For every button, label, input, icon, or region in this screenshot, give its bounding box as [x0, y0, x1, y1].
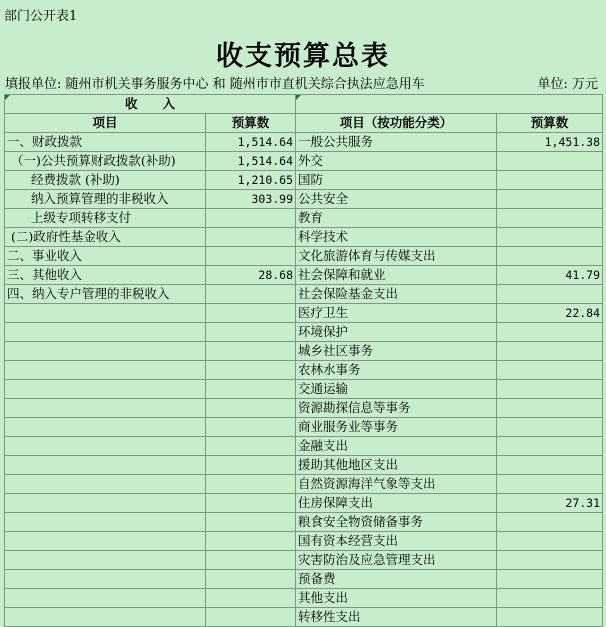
table-row	[5, 494, 603, 513]
income-item-cell	[5, 551, 206, 570]
expense-item-cell: 一般公共服务	[296, 133, 497, 152]
table-row	[5, 608, 603, 627]
income-item-cell	[5, 475, 206, 494]
expense-budget-cell	[497, 285, 603, 304]
table-row	[5, 418, 603, 437]
income-budget-cell	[206, 323, 296, 342]
table-row	[5, 190, 603, 209]
income-item-cell	[5, 399, 206, 418]
expense-item-cell: 外交	[296, 152, 497, 171]
expense-budget-cell	[497, 456, 603, 475]
reporting-unit: 填报单位: 随州市机关事务服务中心 和 随州市市直机关综合执法应急用车	[5, 77, 425, 92]
expense-budget-cell	[497, 342, 603, 361]
income-budget-cell	[206, 418, 296, 437]
income-item-cell	[5, 380, 206, 399]
income-item-cell	[5, 589, 206, 608]
table-row	[5, 228, 603, 247]
expense-item-cell: 国有资本经营支出	[296, 532, 497, 551]
expense-budget-cell	[497, 228, 603, 247]
income-budget-cell: 303.99	[206, 190, 296, 209]
expense-budget-cell	[497, 418, 603, 437]
income-budget-cell	[206, 228, 296, 247]
income-item-cell	[5, 418, 206, 437]
expense-item-cell: 社会保障和就业	[296, 266, 497, 285]
expense-budget-cell: 27.31	[497, 494, 603, 513]
income-budget-cell	[206, 456, 296, 475]
income-item-cell: 四、纳入专户管理的非税收入	[5, 285, 206, 304]
table-row	[5, 456, 603, 475]
income-budget-cell	[206, 494, 296, 513]
income-item-cell	[5, 456, 206, 475]
income-item-cell	[5, 361, 206, 380]
income-item-cell	[5, 323, 206, 342]
expense-budget-cell: 41.79	[497, 266, 603, 285]
table-row	[5, 570, 603, 589]
income-budget-cell	[206, 361, 296, 380]
table-row	[5, 285, 603, 304]
income-item-cell: (二)政府性基金收入	[5, 228, 206, 247]
income-budget-cell	[206, 209, 296, 228]
income-item-cell	[5, 304, 206, 323]
table-label: 部门公开表1	[4, 9, 78, 24]
expense-item-cell: 环境保护	[296, 323, 497, 342]
income-item-cell: 纳入预算管理的非税收入	[5, 190, 206, 209]
expense-budget-cell: 22.84	[497, 304, 603, 323]
expense-item-cell: 教育	[296, 209, 497, 228]
expense-item-cell: 援助其他地区支出	[296, 456, 497, 475]
income-item-cell: （一)公共预算财政拨款(补助)	[5, 152, 206, 171]
expense-budget-cell	[497, 190, 603, 209]
expense-budget-cell	[497, 380, 603, 399]
expense-budget-cell: 1,451.38	[497, 133, 603, 152]
expense-item-cell: 金融支出	[296, 437, 497, 456]
expense-budget-cell	[497, 323, 603, 342]
expense-budget-cell	[497, 152, 603, 171]
expense-item-cell: 预备费	[296, 570, 497, 589]
expense-item-cell: 粮食安全物资储备事务	[296, 513, 497, 532]
income-budget-cell	[206, 608, 296, 627]
income-item-cell: 经费拨款 (补助)	[5, 171, 206, 190]
currency-unit: 单位: 万元	[537, 77, 598, 92]
table-row	[5, 133, 603, 152]
table-row	[5, 171, 603, 190]
expense-item-cell: 城乡社区事务	[296, 342, 497, 361]
expense-budget-cell	[497, 247, 603, 266]
income-item-cell: 二、事业收入	[5, 247, 206, 266]
income-item-cell	[5, 513, 206, 532]
expense-budget-cell	[497, 475, 603, 494]
income-item-cell: 上级专项转移支付	[5, 209, 206, 228]
income-budget-cell	[206, 342, 296, 361]
group-header-row	[5, 95, 603, 114]
table-row	[5, 437, 603, 456]
income-budget-cell	[206, 532, 296, 551]
expense-budget-cell	[497, 209, 603, 228]
expense-budget-cell	[497, 399, 603, 418]
expense-budget-cell	[497, 589, 603, 608]
income-budget-cell: 1,210.65	[206, 171, 296, 190]
expense-item-cell: 文化旅游体育与传媒支出	[296, 247, 497, 266]
income-budget-cell	[206, 589, 296, 608]
income-budget-cell	[206, 399, 296, 418]
table-row	[5, 589, 603, 608]
col-header-budget2: 预算数	[497, 114, 603, 133]
expense-item-cell: 医疗卫生	[296, 304, 497, 323]
table-row	[5, 513, 603, 532]
income-group-header: 收 入	[5, 95, 296, 114]
income-item-cell	[5, 342, 206, 361]
expense-item-cell: 商业服务业等事务	[296, 418, 497, 437]
income-item-cell: 一、财政拨款	[5, 133, 206, 152]
income-budget-cell	[206, 513, 296, 532]
income-budget-cell	[206, 247, 296, 266]
table-row	[5, 152, 603, 171]
expense-item-cell: 资源勘探信息等事务	[296, 399, 497, 418]
income-budget-cell: 1,514.64	[206, 133, 296, 152]
expense-budget-cell	[497, 608, 603, 627]
expense-item-cell: 交通运输	[296, 380, 497, 399]
expense-budget-cell	[497, 532, 603, 551]
expense-item-cell: 科学技术	[296, 228, 497, 247]
table-row	[5, 361, 603, 380]
col-header-item: 项目	[5, 114, 206, 133]
column-header-row	[5, 114, 603, 133]
expense-budget-cell	[497, 551, 603, 570]
income-budget-cell	[206, 475, 296, 494]
expense-item-cell: 转移性支出	[296, 608, 497, 627]
income-budget-cell: 1,514.64	[206, 152, 296, 171]
table-row	[5, 209, 603, 228]
budget-table	[4, 94, 603, 627]
expense-item-cell: 农林水事务	[296, 361, 497, 380]
table-row	[5, 304, 603, 323]
table-row	[5, 247, 603, 266]
income-budget-cell	[206, 437, 296, 456]
table-row	[5, 399, 603, 418]
expense-item-cell: 公共安全	[296, 190, 497, 209]
income-budget-cell: 28.68	[206, 266, 296, 285]
income-item-cell	[5, 570, 206, 589]
table-row	[5, 551, 603, 570]
expense-item-cell: 住房保障支出	[296, 494, 497, 513]
income-budget-cell	[206, 304, 296, 323]
table-row	[5, 342, 603, 361]
income-budget-cell	[206, 285, 296, 304]
table-row	[5, 532, 603, 551]
income-budget-cell	[206, 570, 296, 589]
page-title: 收支预算总表	[216, 41, 390, 72]
income-item-cell	[5, 608, 206, 627]
expense-budget-cell	[497, 361, 603, 380]
expense-budget-cell	[497, 171, 603, 190]
expense-budget-cell	[497, 513, 603, 532]
expense-group-header	[296, 95, 603, 114]
table-row	[5, 475, 603, 494]
table-row	[5, 380, 603, 399]
expense-item-cell: 社会保险基金支出	[296, 285, 497, 304]
income-budget-cell	[206, 551, 296, 570]
income-item-cell	[5, 437, 206, 456]
expense-item-cell: 灾害防治及应急管理支出	[296, 551, 497, 570]
expense-item-cell: 其他支出	[296, 589, 497, 608]
expense-item-cell: 国防	[296, 171, 497, 190]
income-item-cell	[5, 532, 206, 551]
table-row	[5, 266, 603, 285]
col-header-item-func: 项目（按功能分类）	[296, 114, 497, 133]
income-budget-cell	[206, 380, 296, 399]
expense-budget-cell	[497, 570, 603, 589]
expense-item-cell: 自然资源海洋气象等支出	[296, 475, 497, 494]
income-item-cell: 三、其他收入	[5, 266, 206, 285]
table-row	[5, 323, 603, 342]
income-item-cell	[5, 494, 206, 513]
col-header-budget: 预算数	[206, 114, 296, 133]
expense-budget-cell	[497, 437, 603, 456]
